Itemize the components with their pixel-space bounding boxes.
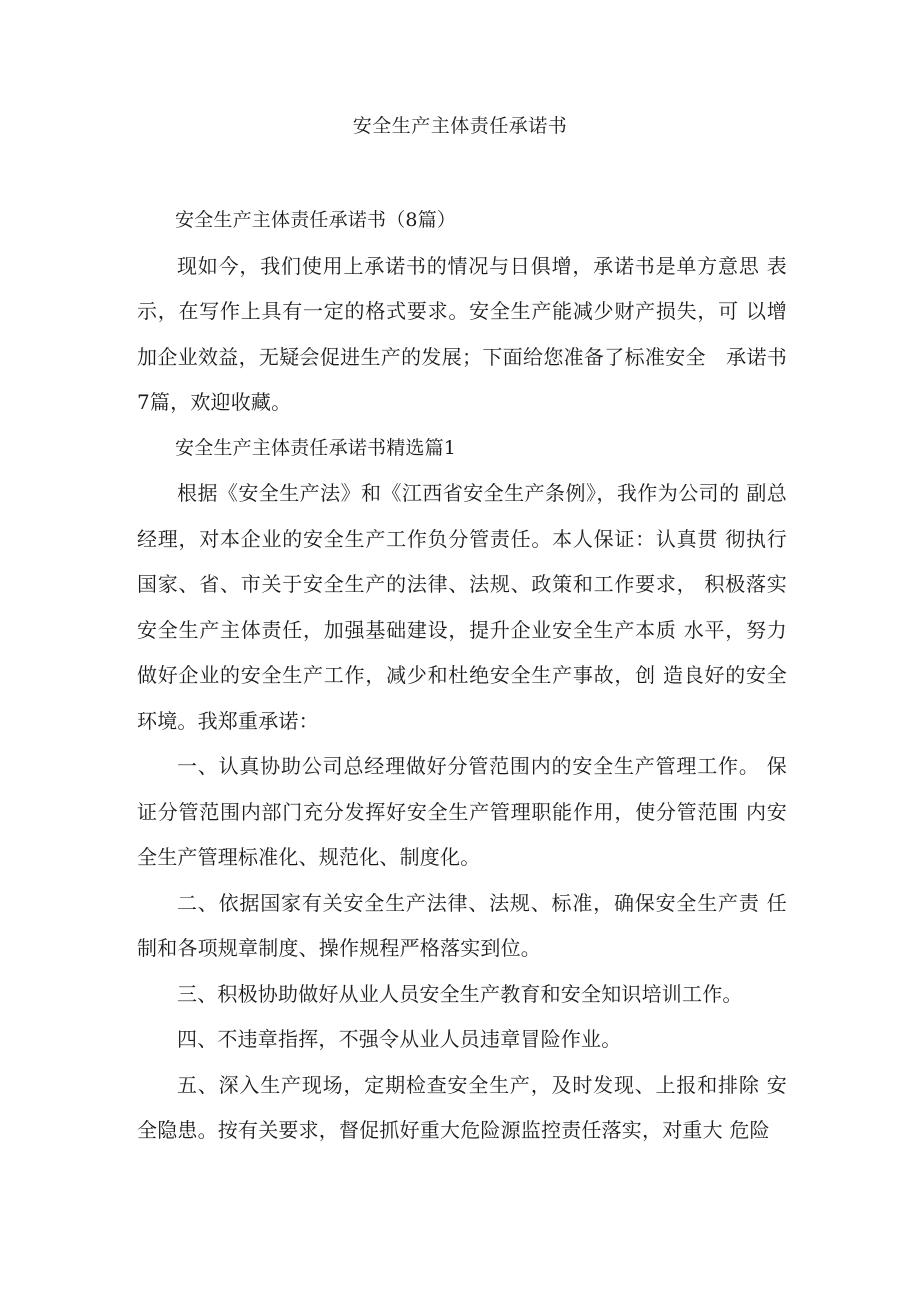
section-heading: 安全生产主体责任承诺书精选篇1 (175, 436, 457, 459)
intro-paragraph: 现如今，我们使用上承诺书的情况与日俱增，承诺书是单方意思 表示，在写作上具有一定的格式要求。安全生产能减少财产损失，可 以增加企业效益，无疑会促进生产的发展；下面给您准备了标准安全 承诺书7篇，欢迎收藏。 (137, 253, 787, 414)
paragraph-3: 二、依据国家有关安全生产法律、法规、标准，确保安全生产责 任制和各项规章制度、操作规程严格落实到位。 (137, 890, 787, 960)
document-title: 安全生产主体责任承诺书 (352, 115, 568, 137)
paragraph-6: 五、深入生产现场，定期检查安全生产，及时发现、上报和排除 安全隐患。按有关要求，督促抓好重大危险源监控责任落实，对重大 危险 (137, 1072, 787, 1142)
paragraph-4: 三、积极协助做好从业人员安全生产教育和安全知识培训工作。 (177, 981, 743, 1006)
paragraph-5: 四、不违章指挥，不强令从业人员违章冒险作业。 (177, 1027, 622, 1051)
paragraph-1: 根据《安全生产法》和《江西省安全生产条例》，我作为公司的 副总经理，对本企业的安全生产工作负分管责任。本人保证：认真贯 彻执行国家、省、市关于安全生产的法律、法规、政策和工作要求， 积极落实安全生产主体责任，加强基础建设，提升企业安全生产本质 水平，努力做好企业的安全生产工作，减少和杜绝安全生产事故，创 造良好的安全环境。我郑重承诺： (137, 481, 787, 733)
paragraph-2: 一、认真协助公司总经理做好分管范围内的安全生产管理工作。 保证分管范围内部门充分发挥好安全生产管理职能作用，使分管范围 内安全生产管理标准化、规范化、制度化。 (137, 754, 787, 869)
document-subtitle: 安全生产主体责任承诺书（8篇） (175, 209, 457, 231)
document-body (137, 198, 787, 1154)
